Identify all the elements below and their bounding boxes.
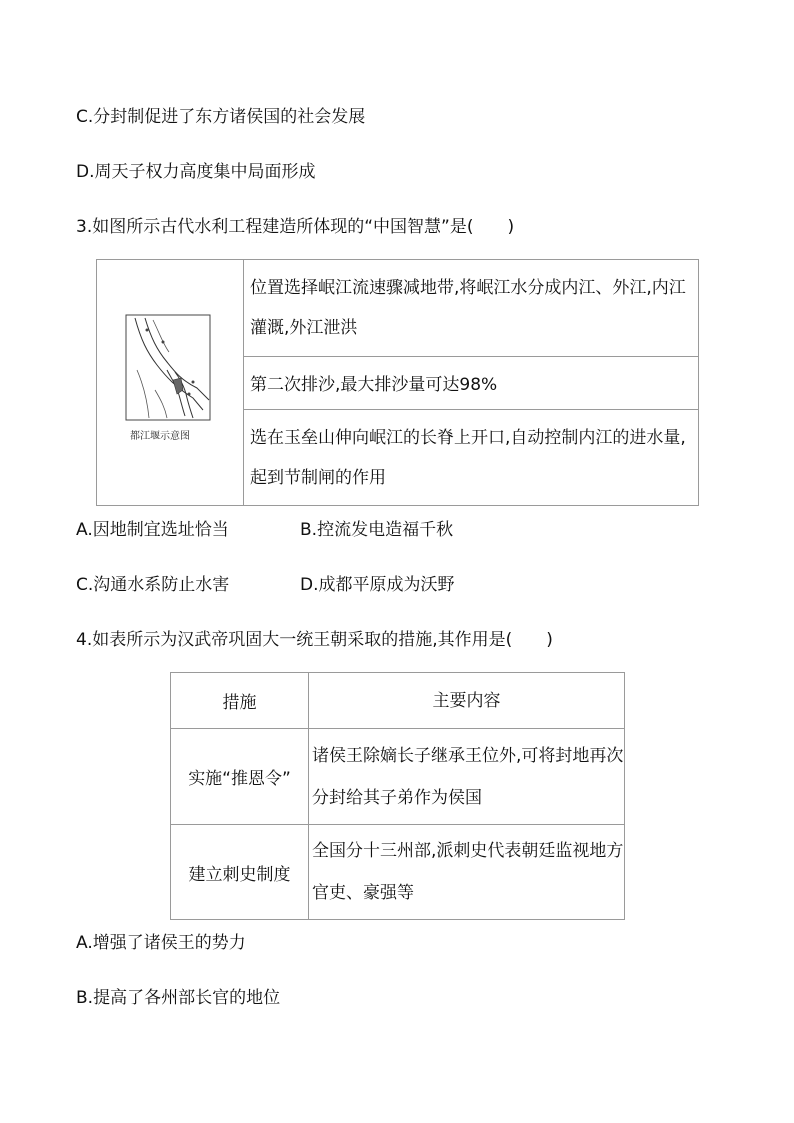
dujiangyan-map-icon xyxy=(97,260,243,505)
q3-option-a: A.因地制宜选址恰当 xyxy=(76,520,229,540)
q3-table xyxy=(96,259,699,506)
q4-option-a: A.增强了诸侯王的势力 xyxy=(76,933,246,953)
q4-header-row xyxy=(171,673,624,729)
q4-row-1-content: 诸侯王除嫡长子继承王位外,可将封地再次分封给其子弟作为侯国 xyxy=(312,745,624,808)
q4-row-1 xyxy=(171,729,624,825)
q3-stem: 3.如图所示古代水利工程建造所体现的“中国智慧”是( ) xyxy=(76,217,515,237)
q4-header-measure: 措施 xyxy=(171,673,309,728)
q4-header-content: 主要内容 xyxy=(432,690,501,711)
dujiangyan-map-image xyxy=(97,260,244,505)
q2-option-d: D.周天子权力高度集中局面形成 xyxy=(76,162,316,182)
q3-option-c: C.沟通水系防止水害 xyxy=(76,575,230,595)
q2-option-c: C.分封制促进了东方诸侯国的社会发展 xyxy=(76,107,366,127)
q3-row-1: 位置选择岷江流速骤减地带,将岷江水分成内江、外江,内江灌溉,外江泄洪 xyxy=(244,260,698,357)
q4-option-b: B.提高了各州部长官的地位 xyxy=(76,988,281,1008)
q4-row-2-content: 全国分十三州部,派刺史代表朝廷监视地方官吏、豪强等 xyxy=(312,841,624,903)
q3-option-b: B.控流发电造福千秋 xyxy=(300,520,454,540)
q3-option-d: D.成都平原成为沃野 xyxy=(300,575,455,595)
q3-row-3: 选在玉垒山伸向岷江的长脊上开口,自动控制内江的进水量,起到节制闸的作用 xyxy=(250,428,686,488)
q4-row-1-measure: 实施“推恩令” xyxy=(171,729,309,824)
q4-row-2 xyxy=(171,825,624,919)
q4-table xyxy=(170,672,625,920)
q3-row-2: 第二次排沙,最大排沙量可达98% xyxy=(244,357,698,410)
map-caption: 都江堰示意图 xyxy=(130,431,190,442)
q4-stem: 4.如表所示为汉武帝巩固大一统王朝采取的措施,其作用是( ) xyxy=(76,630,553,650)
q4-row-2-measure: 建立刺史制度 xyxy=(171,825,309,919)
